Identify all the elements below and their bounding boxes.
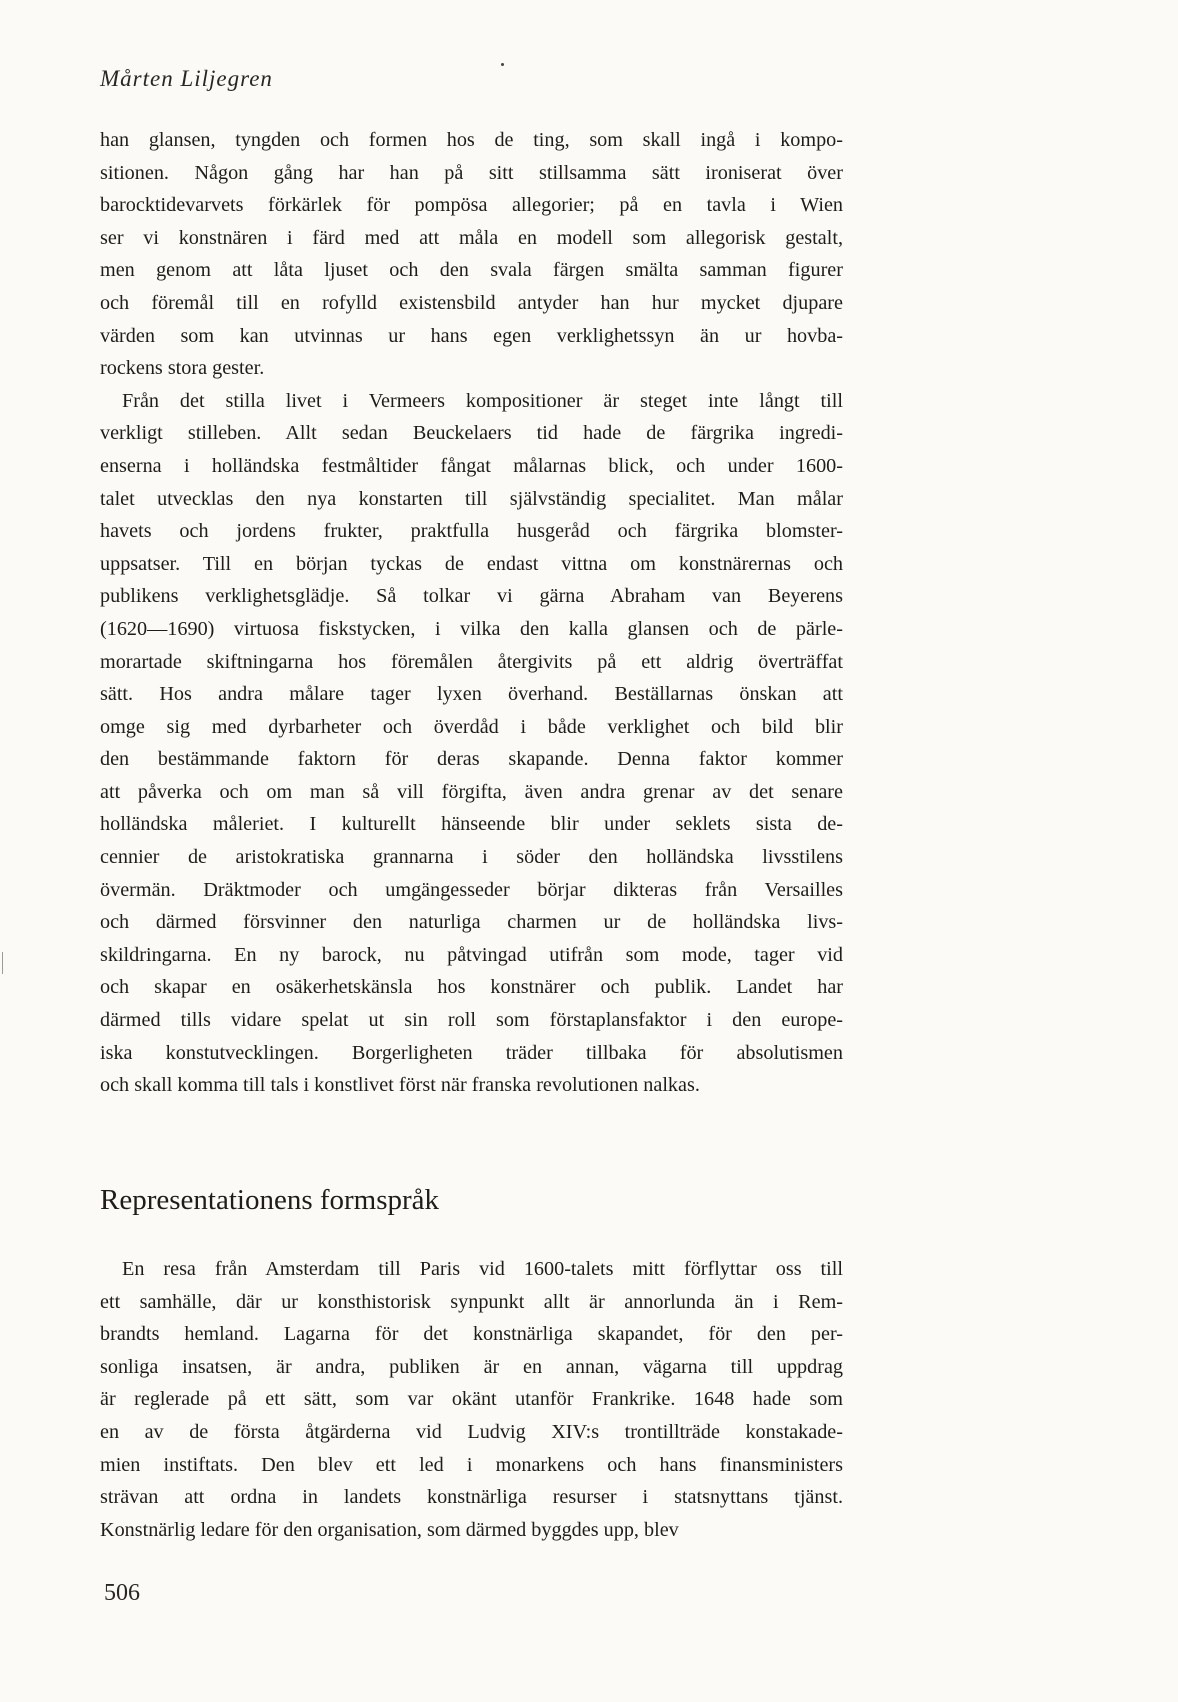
text-line: rockens stora gester.: [100, 357, 265, 380]
text-line: omge sig med dyrbarheter och överdåd i både verklighet och bild blir: [100, 715, 843, 738]
text-line: en av de första åtgärderna vid Ludvig XIV:s trontillträde konstakade-: [100, 1420, 843, 1443]
text-line: sitionen. Någon gång har han på sitt stillsamma sätt ironiserat över: [100, 161, 843, 184]
text-line: En resa från Amsterdam till Paris vid 1600-talets mitt förflyttar oss till: [122, 1258, 843, 1280]
text-line: är reglerade på ett sätt, som var okänt utanför Frankrike. 1648 hade som: [100, 1388, 843, 1411]
text-line: och därmed försvinner den naturliga charmen ur de holländska livs-: [100, 911, 843, 934]
text-line: holländska måleriet. I kulturellt hänseende blir under seklets sista de-: [100, 813, 843, 836]
text-line: och skall komma till tals i konstlivet först när franska revolutionen nalkas.: [100, 1074, 700, 1097]
text-line: och föremål till en rofylld existensbild antyder han hur mycket djupare: [100, 291, 843, 314]
text-line: att påverka och om man så vill förgifta, även andra grenar av det senare: [100, 780, 843, 803]
text-line: skildringarna. En ny barock, nu påtvingad utifrån som mode, tager vid: [100, 943, 843, 966]
text-line: (1620—1690) virtuosa fiskstycken, i vilka den kalla glansen och de pärle-: [100, 617, 843, 640]
text-line: havets och jordens frukter, praktfulla husgeråd och färgrika blomster-: [100, 520, 843, 543]
text-line: sätt. Hos andra målare tager lyxen överhand. Beställarnas önskan att: [100, 683, 843, 706]
section-heading: Representationens formspråk: [100, 1184, 440, 1216]
text-line: övermän. Dräktmoder och umgängesseder börjar dikteras från Versailles: [100, 878, 843, 901]
paragraph: [100, 124, 843, 385]
text-line: sonliga insatsen, är andra, publiken är en annan, vägarna till uppdrag: [100, 1355, 843, 1378]
text-line: morartade skiftningarna hos föremålen återgivits på ett aldrig överträffat: [100, 650, 843, 673]
text-line: verkligt stilleben. Allt sedan Beuckelaers tid hade de färgrika ingredi-: [100, 422, 843, 445]
text-line: publikens verklighetsglädje. Så tolkar vi gärna Abraham van Beyerens: [100, 585, 843, 608]
body-text-top: [100, 124, 843, 1102]
paragraph: [100, 1253, 843, 1546]
text-line: iska konstutvecklingen. Borgerligheten träder tillbaka för absolutismen: [100, 1041, 843, 1064]
text-line: därmed tills vidare spelat ut sin roll som förstaplansfaktor i den europe-: [100, 1009, 843, 1032]
text-line: ett samhälle, där ur konsthistorisk synpunkt allt är annorlunda än i Rem-: [100, 1290, 843, 1313]
text-line: värden som kan utvinnas ur hans egen verklighetssyn än ur hovba-: [100, 324, 843, 347]
text-line: den bestämmande faktorn för deras skapande. Denna faktor kommer: [100, 748, 843, 771]
text-line: cennier de aristokratiska grannarna i söder den holländska livsstilens: [100, 846, 843, 869]
text-line: uppsatser. Till en början tyckas de endast vittna om konstnärernas och: [100, 552, 843, 575]
body-text-bottom: [100, 1253, 843, 1546]
text-line: han glansen, tyngden och formen hos de ting, som skall ingå i kompo-: [100, 129, 843, 151]
text-line: men genom att låta ljuset och den svala färgen smälta samman figurer: [100, 259, 843, 282]
running-head: Mårten Liljegren: [100, 66, 273, 91]
ink-speck: [501, 63, 504, 66]
text-line: mien instiftats. Den blev ett led i monarkens och hans finansministers: [100, 1453, 843, 1476]
text-line: Från det stilla livet i Vermeers kompositioner är steget inte långt till: [122, 389, 843, 412]
text-line: Konstnärlig ledare för den organisation, som därmed byggdes upp, blev: [100, 1518, 679, 1541]
text-line: talet utvecklas den nya konstarten till självständig specialitet. Man målar: [100, 487, 843, 510]
page-number: 506: [104, 1580, 140, 1606]
text-line: brandts hemland. Lagarna för det konstnärliga skapandet, för den per-: [100, 1323, 843, 1346]
text-line: och skapar en osäkerhetskänsla hos konstnärer och publik. Landet har: [100, 976, 843, 999]
text-line: enserna i holländska festmåltider fångat målarnas blick, och under 1600-: [100, 454, 843, 477]
text-line: ser vi konstnären i färd med att måla en modell som allegorisk gestalt,: [100, 226, 843, 249]
scan-margin-mark: [2, 952, 3, 974]
text-line: strävan att ordna in landets konstnärliga resurser i statsnyttans tjänst.: [100, 1486, 843, 1509]
paragraph: [100, 385, 843, 1102]
text-line: barocktidevarvets förkärlek för pompösa allegorier; på en tavla i Wien: [100, 194, 843, 217]
